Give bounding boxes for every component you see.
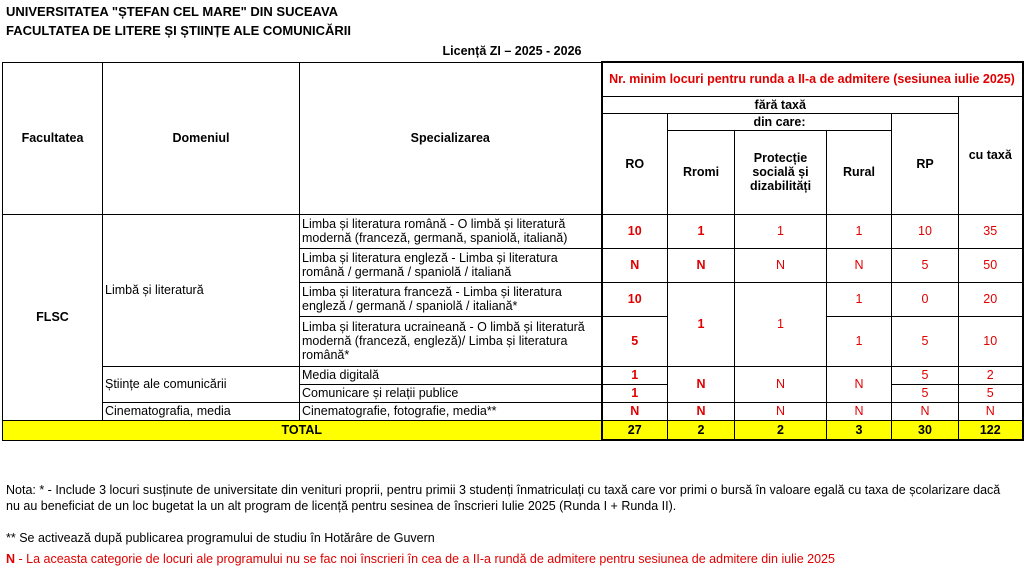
spec-engleza: Limba și literatura engleză - Limba și literatura română / germană / spaniolă / italiană <box>300 248 602 282</box>
col-protectie: Protecție socială și dizabilități <box>735 130 827 214</box>
spec-romana: Limba și literatura română - O limbă și literatură modernă (franceză, germană, spaniolă, italiană) <box>300 214 602 248</box>
total-ro: 27 <box>602 420 668 440</box>
spec-media-digitala: Media digitală <box>300 366 602 384</box>
faculty-title: FACULTATEA DE LITERE ȘI ȘTIINȚE ALE COMUNICĂRII <box>6 23 351 38</box>
spec-cinematografie: Cinematografie, fotografie, media** <box>300 402 602 420</box>
row34-romi: 1 <box>668 282 735 366</box>
row7-romi: N <box>668 402 735 420</box>
col-facultatea: Facultatea <box>3 62 103 214</box>
col-domeniul: Domeniul <box>103 62 300 214</box>
row2-prot: N <box>735 248 827 282</box>
row4-rural: 1 <box>827 316 892 366</box>
row3-cu: 20 <box>959 282 1023 316</box>
row2-ro: N <box>602 248 668 282</box>
row6-cu: 5 <box>959 384 1023 402</box>
col-din-care: din care: <box>668 113 892 130</box>
row1-cu: 35 <box>959 214 1023 248</box>
row1-rural: 1 <box>827 214 892 248</box>
row6-ro: 1 <box>602 384 668 402</box>
domain-limba: Limbă și literatură <box>103 214 300 366</box>
row4-cu: 10 <box>959 316 1023 366</box>
row7-cu: N <box>959 402 1023 420</box>
total-romi: 2 <box>668 420 735 440</box>
spec-ucraineana: Limba și literatura ucraineană - O limbă și literatură modernă (franceză, engleză)/ Limba și literatura română* <box>300 316 602 366</box>
domain-cinematografie: Cinematografia, media <box>103 402 300 420</box>
row7-prot: N <box>735 402 827 420</box>
col-rp: RP <box>892 113 959 214</box>
note-n-text: - La aceasta categorie de locuri ale programului nu se fac noi înscrieri în cea de a II-a rundă de admitere pentru sesiunea de admitere din iulie 2025 <box>15 552 835 566</box>
row1-ro: 10 <box>602 214 668 248</box>
row7-ro: N <box>602 402 668 420</box>
row2-rp: 5 <box>892 248 959 282</box>
domain-comunicare: Științe ale comunicării <box>103 366 300 402</box>
col-rromi: Rromi <box>668 130 735 214</box>
note-double-asterisk: ** Se activează după publicarea programului de studiu în Hotărâre de Guvern <box>6 531 435 545</box>
row2-rural: N <box>827 248 892 282</box>
row4-rp: 5 <box>892 316 959 366</box>
row7-rp: N <box>892 402 959 420</box>
program-subtitle: Licență ZI – 2025 - 2026 <box>442 44 582 58</box>
note-asterisk: Nota: * - Include 3 locuri susținute de universitate din venituri proprii, pentru primii 3 studenți înmatriculați cu taxă care vor primi o bursă în valoare egală cu taxa de școlarizare dacă nu au beneficiat de un loc bugetat la un alt program de licență pentru sesinea de înscrieri Iulie 2025 (Runda I + Runda II). <box>6 483 1001 513</box>
row56-rural: N <box>827 366 892 402</box>
row34-prot: 1 <box>735 282 827 366</box>
total-cu: 122 <box>959 420 1023 440</box>
spec-comunicare: Comunicare și relații publice <box>300 384 602 402</box>
row4-ro: 5 <box>602 316 668 366</box>
total-prot: 2 <box>735 420 827 440</box>
total-rural: 3 <box>827 420 892 440</box>
row5-ro: 1 <box>602 366 668 384</box>
row7-rural: N <box>827 402 892 420</box>
col-fara-taxa: fără taxă <box>602 96 959 113</box>
row2-romi: N <box>668 248 735 282</box>
row2-cu: 50 <box>959 248 1023 282</box>
col-cu-taxa: cu taxă <box>959 96 1023 214</box>
row1-romi: 1 <box>668 214 735 248</box>
row56-romi: N <box>668 366 735 402</box>
row1-rp: 10 <box>892 214 959 248</box>
row1-prot: 1 <box>735 214 827 248</box>
total-label: TOTAL <box>3 420 602 440</box>
row5-rp: 5 <box>892 366 959 384</box>
col-specializarea: Specializarea <box>300 62 602 214</box>
note-n-letter: N <box>6 552 16 566</box>
row56-prot: N <box>735 366 827 402</box>
spec-franceza: Limba și literatura franceză - Limba și literatura engleză / germană / spaniolă / italiană* <box>300 282 602 316</box>
col-rural: Rural <box>827 130 892 214</box>
row6-rp: 5 <box>892 384 959 402</box>
group-title: Nr. minim locuri pentru runda a II-a de admitere (sesiunea iulie 2025) <box>602 62 1023 96</box>
faculty-cell: FLSC <box>3 214 103 420</box>
row3-ro: 10 <box>602 282 668 316</box>
row5-cu: 2 <box>959 366 1023 384</box>
row3-rp: 0 <box>892 282 959 316</box>
total-rp: 30 <box>892 420 959 440</box>
admission-table <box>2 61 1024 441</box>
university-title: UNIVERSITATEA "ȘTEFAN CEL MARE" DIN SUCEAVA <box>6 4 339 19</box>
row3-rural: 1 <box>827 282 892 316</box>
col-ro: RO <box>602 113 668 214</box>
note-n-legend <box>6 551 1016 567</box>
